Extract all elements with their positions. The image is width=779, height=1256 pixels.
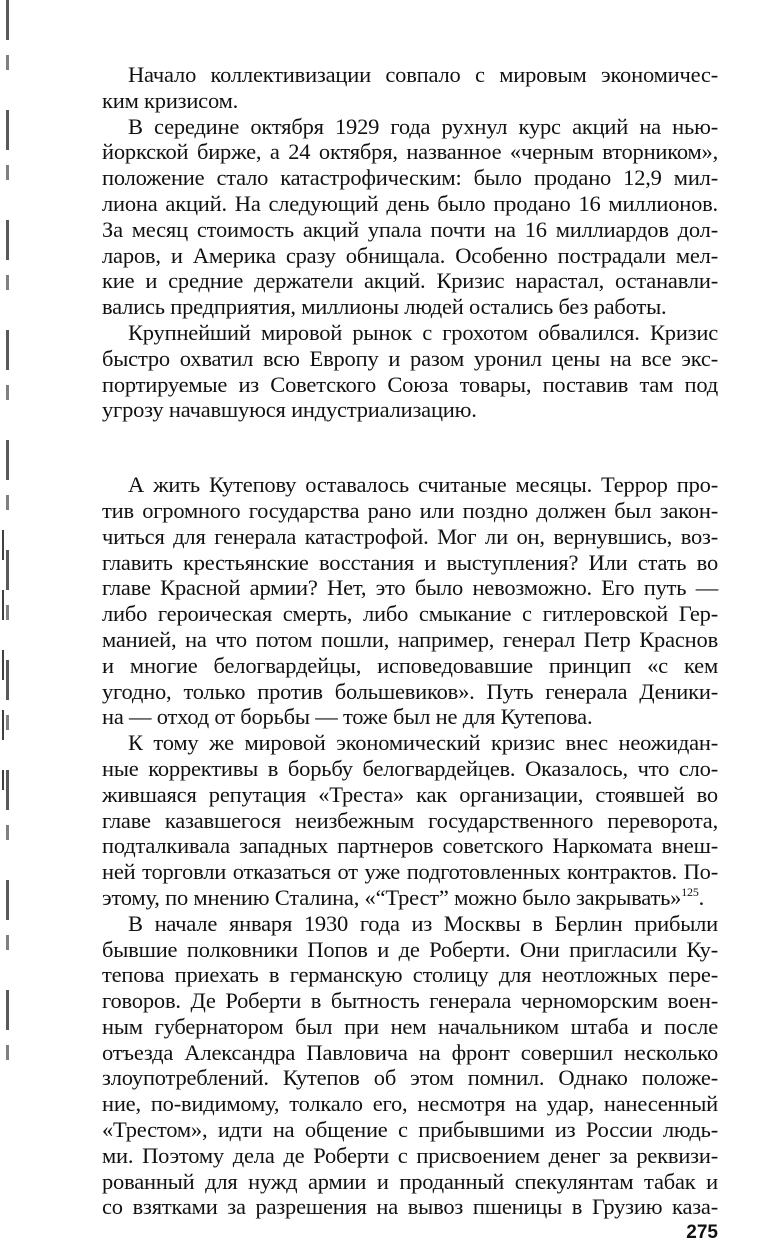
page-number: 275 — [686, 1222, 718, 1243]
text-line: угрозу начавшуюся индустриализацию. — [102, 397, 477, 423]
footnote-reference[interactable]: 125 — [681, 884, 699, 899]
text-line: главить крестьянские восстания и выступления? Или стать во — [102, 549, 718, 575]
text-line: ми. Поэтому дела де Роберти с присвоением денег за реквизи- — [102, 1142, 718, 1168]
text-line: подталкивала западных партнеров советского Наркомата внеш- — [102, 833, 718, 859]
text-line: кие и средние держатели акций. Кризис нарастал, останавли- — [102, 268, 718, 294]
text-line: ким кризисом. — [102, 87, 239, 113]
text-line: читься для генерала катастрофой. Мог ли он, вернувшись, воз- — [102, 523, 718, 549]
text-line: ней торговли отказаться от уже подготовленных контрактов. По- — [102, 859, 718, 885]
paragraph — [102, 730, 718, 911]
paragraph — [102, 472, 718, 730]
text-line: ларов, и Америка сразу обнищала. Особенно пострадали мел- — [102, 242, 718, 268]
text-line: В середине октября 1929 года рухнул курс акций на нью- — [128, 113, 718, 139]
paragraph — [102, 62, 718, 114]
text-line: жившаяся репутация «Треста» как организации, стоявшей во — [102, 781, 718, 807]
text-line: манией, на что потом пошли, например, генерал Петр Краснов — [102, 626, 718, 652]
text-line: отъезда Александра Павловича на фронт совершил несколько — [102, 1039, 718, 1065]
text-line: угодно, только против большевиков». Путь генерала Деники- — [102, 678, 718, 704]
sentence-end: . — [698, 884, 705, 910]
text-line: портируемые из Советского Союза товары, поставив там под — [102, 371, 718, 397]
text-line: главе казавшегося неизбежным государственного переворота, — [102, 807, 718, 833]
scan-edge-artifact — [6, 0, 9, 1100]
text-line: К тому же мировой экономический кризис внес неожидан- — [128, 730, 718, 756]
text-line: и многие белогвардейцы, исповедовавшие принцип «с кем — [102, 652, 718, 678]
text-line: Крупнейший мировой рынок с грохотом обвалился. Кризис — [128, 319, 718, 345]
text-line: вались предприятия, миллионы людей остались без работы. — [102, 294, 667, 320]
text-line: бывшие полковники Попов и де Роберти. Они пригласили Ку- — [102, 936, 718, 962]
text-line: ным губернатором был при нем начальником штаба и после — [102, 1013, 718, 1039]
text-line: йоркской бирже, а 24 октября, названное «черным вторником», — [102, 139, 718, 165]
text-line: тив огромного государства рано или поздно должен был закон- — [102, 497, 718, 523]
text-line: либо героическая смерть, либо смыкание с гитлеровской Гер- — [102, 601, 718, 627]
text-line: ные коррективы в борьбу белогвардейцев. Оказалось, что сло- — [102, 755, 718, 781]
text-line: ние, по-видимому, толкало его, несмотря на удар, нанесенный — [102, 1091, 718, 1117]
paragraph — [102, 320, 718, 423]
text-line: говоров. Де Роберти в бытность генерала черноморским воен- — [102, 988, 718, 1014]
text-line: А жить Кутепову оставалось считаные месяцы. Террор про- — [128, 472, 718, 498]
text-line-content: этому, по мнению Сталина, «“Трест” можно было закрывать» — [102, 884, 682, 910]
text-line: тепова приехать в германскую столицу для неотложных пере- — [102, 962, 718, 988]
text-line: со взятками за разрешения на вывоз пшеницы в Грузию каза- — [102, 1194, 718, 1220]
text-line: быстро охватил всю Европу и разом уронил цены на все экс- — [102, 345, 718, 371]
text-line: главе Красной армии? Нет, это было невозможно. Его путь — — [102, 575, 718, 601]
text-line: положение стало катастрофическим: было продано 12,9 мил- — [102, 165, 718, 191]
text-line: злоупотреблений. Кутепов об этом помнил. Однако положе- — [102, 1065, 718, 1091]
text-line — [102, 885, 718, 911]
text-line: рованный для нужд армии и проданный спекулянтам табак и — [102, 1168, 718, 1194]
scan-edge-artifact — [2, 530, 4, 790]
text-line: «Трестом», идти на общение с прибывшими из России людь- — [102, 1117, 718, 1143]
page-body-text — [102, 62, 718, 1220]
text-line: В начале января 1930 года из Москвы в Берлин прибыли — [128, 910, 718, 936]
paragraph — [102, 911, 718, 1221]
text-line: Начало коллективизации совпало с мировым экономичес- — [128, 62, 718, 87]
text-line: лиона акций. На следующий день было продано 16 миллионов. — [102, 190, 718, 216]
text-line: на — отход от борьбы — тоже был не для Кутепова. — [102, 704, 593, 730]
text-line: За месяц стоимость акций упала почти на 16 миллиардов дол- — [102, 216, 718, 242]
paragraph — [102, 114, 718, 320]
